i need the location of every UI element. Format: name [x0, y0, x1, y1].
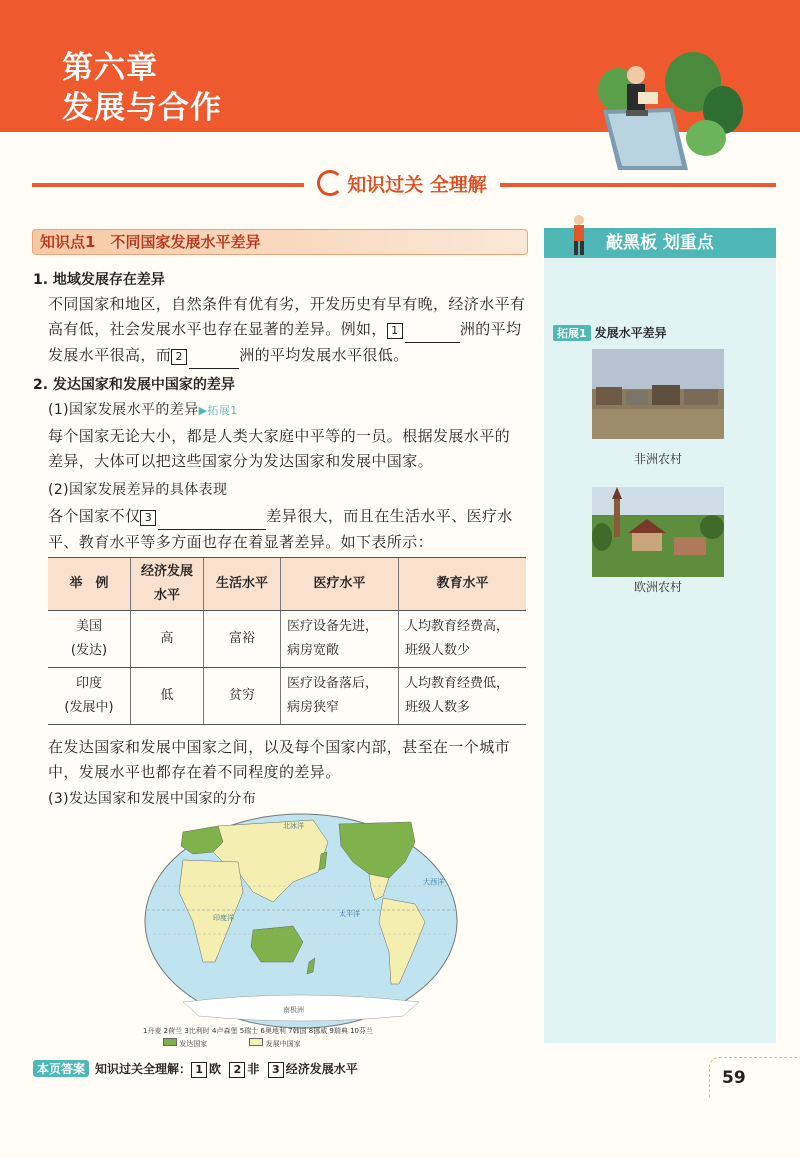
sidebar-header	[544, 228, 776, 258]
heading-country-differences: 2. 发达国家和发展中国家的差异	[33, 377, 235, 393]
developing-swatch	[249, 1038, 263, 1046]
table-row	[48, 668, 526, 725]
extension-link[interactable]: ▶拓展1	[198, 404, 238, 417]
extension-title: 发展水平差异	[594, 326, 667, 340]
developed-swatch	[163, 1038, 177, 1046]
table-cell: 富裕	[204, 611, 281, 668]
paragraph-4: 在发达国家和发展中国家之间，以及每个国家内部，甚至在一个城市 中，发展水平也都存在着不同程度的差异。	[48, 738, 511, 781]
ocean-label: 南极洲	[283, 1006, 304, 1014]
table-header-cell: 举 例	[48, 558, 131, 611]
swirl-icon	[317, 170, 343, 196]
subheading-3: (3)发达国家和发展中国家的分布	[48, 791, 257, 807]
table-header-cell: 教育水平	[399, 558, 527, 611]
table-cell: 医疗设备先进， 病房宽敞	[281, 611, 399, 668]
answer-footer: 本页答案 知识过关全理解： 1 欧 2 非 3 经济发展水平	[33, 1060, 358, 1080]
sidebar-title: 敲黑板 划重点	[606, 233, 714, 253]
world-development-map	[143, 812, 459, 1030]
table-cell: 美国 (发达)	[48, 611, 131, 668]
comparison-table	[48, 557, 526, 725]
subheading-1: (1)国家发展水平的差异▶拓展1	[48, 402, 238, 418]
blank-1[interactable]	[405, 317, 460, 343]
ocean-label: 印度洋	[213, 914, 234, 922]
answer-3: 经济发展水平	[285, 1062, 358, 1076]
chapter-title: 发展与合作	[62, 90, 222, 126]
section-divider-left	[32, 183, 304, 187]
paragraph-1: 不同国家和地区，自然条件有优有劣，开发历史有早有晚，经济水平有 高有低，社会发展水平也存在显著的差异。例如， 1 洲的平均 发展水平很高，而 2 洲的平均发展水平很低。	[48, 292, 528, 369]
legend-developed: 发达国家	[179, 1040, 208, 1048]
chapter-heading	[62, 48, 222, 128]
blank-number-1: 1	[387, 323, 403, 339]
subheading-2: (2)国家发展差异的具体表现	[48, 482, 228, 498]
page-number: 59	[722, 1068, 746, 1088]
reading-person-illustration	[578, 30, 748, 180]
ocean-label: 北冰洋	[283, 822, 304, 830]
table-cell: 人均教育经费低， 班级人数多	[399, 668, 527, 725]
table-header-cell: 医疗水平	[281, 558, 399, 611]
ocean-label: 大西洋	[423, 878, 444, 886]
table-cell: 医疗设备落后， 病房狭窄	[281, 668, 399, 725]
map-legend	[143, 1026, 463, 1049]
photo-caption-africa: 非洲农村	[633, 452, 682, 466]
table-cell: 贫穷	[204, 668, 281, 725]
table-cell: 低	[131, 668, 204, 725]
photo-caption-europe: 欧洲农村	[633, 580, 682, 594]
ocean-label: 太平洋	[339, 910, 360, 918]
paragraph-2: 每个国家无论大小，都是人类大家庭中平等的一员。根据发展水平的 差异，大体可以把这些国家分为发达国家和发展中国家。	[48, 427, 511, 470]
blank-number-3: 3	[140, 510, 156, 526]
table-header-cell: 生活水平	[204, 558, 281, 611]
table-header-cell: 经济发展水平	[131, 558, 204, 611]
knowledge-point-bar	[32, 229, 528, 255]
table-cell: 印度 (发展中)	[48, 668, 131, 725]
chapter-number: 第六章	[62, 50, 158, 86]
teacher-icon	[570, 214, 588, 258]
table-header-row	[48, 558, 526, 611]
heading-regional-differences: 1. 地域发展存在差异	[33, 272, 165, 288]
answer-tag: 本页答案	[33, 1060, 89, 1077]
europe-village-photo	[592, 487, 724, 577]
section-divider-right	[500, 183, 776, 187]
blank-3[interactable]	[158, 504, 266, 530]
table-cell: 人均教育经费高， 班级人数少	[399, 611, 527, 668]
legend-developing: 发展中国家	[265, 1040, 301, 1048]
blank-2[interactable]	[189, 343, 239, 369]
extension-label	[553, 324, 667, 341]
table-row	[48, 611, 526, 668]
map-legend-numbers: 1丹麦 2荷兰 3比利时 4卢森堡 5瑞士 6奥地利 7韩国 8挪威 9瑞典 10芬兰	[143, 1027, 374, 1035]
paragraph-3: 各个国家不仅 3 差异很大，而且在生活水平、医疗水 平、教育水平等多方面也存在着显著差异。如下表所示：	[48, 504, 528, 555]
section-title: 知识过关 全理解	[304, 170, 500, 200]
answer-1: 欧	[209, 1062, 222, 1076]
extension-tag: 拓展1	[553, 325, 591, 341]
africa-village-photo	[592, 349, 724, 439]
table-cell: 高	[131, 611, 204, 668]
blank-number-2: 2	[171, 349, 187, 365]
knowledge-point-title: 知识点1 不同国家发展水平差异	[40, 233, 261, 251]
answer-2: 非	[247, 1062, 260, 1076]
